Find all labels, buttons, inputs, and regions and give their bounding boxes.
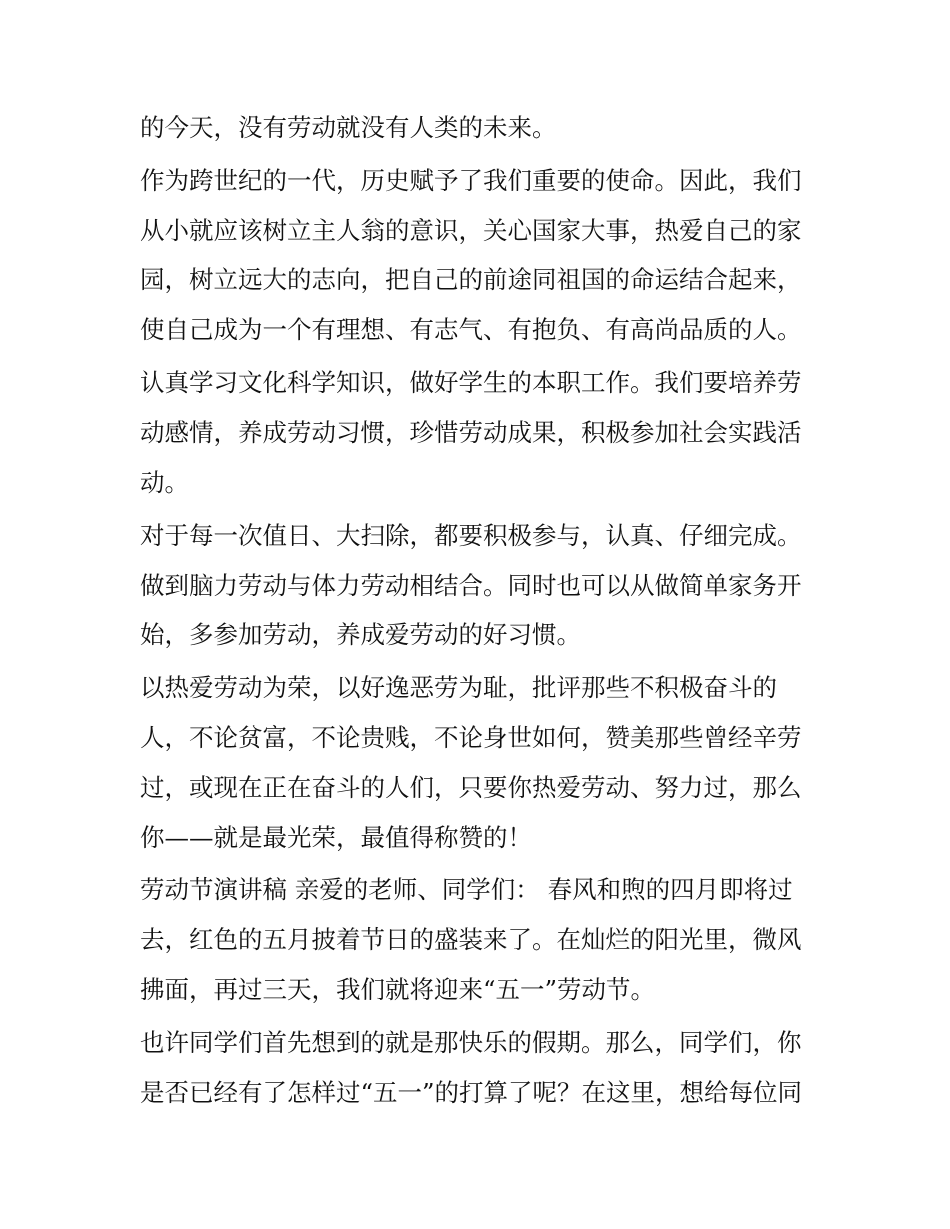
- text-line: 你——就是最光荣，最值得称赞的！: [140, 823, 532, 852]
- text-line: 动感情，养成劳动习惯，珍惜劳动成果，积极参加社会实践活: [140, 418, 802, 447]
- text-line: 动。: [140, 468, 189, 497]
- text-line: 园，树立远大的志向，把自己的前途同祖国的命运结合起来，: [140, 265, 802, 294]
- text-line: 以热爱劳动为荣，以好逸恶劳为耻，批评那些不积极奋斗的: [140, 673, 777, 702]
- text-line: 作为跨世纪的一代，历史赋予了我们重要的使命。因此，我们: [140, 166, 802, 195]
- text-line: 人，不论贫富，不论贵贱，不论身世如何，赞美那些曾经辛劳: [140, 723, 802, 752]
- text-line: 始，多参加劳动，养成爱劳动的好习惯。: [140, 620, 581, 649]
- text-line: 拂面，再过三天，我们就将迎来“五一”劳动节。: [140, 975, 656, 1004]
- text-line: 也许同学们首先想到的就是那快乐的假期。那么，同学们，你: [140, 1028, 802, 1057]
- text-line: 做到脑力劳动与体力劳动相结合。同时也可以从做简单家务开: [140, 571, 802, 600]
- text-line: 是否已经有了怎样过“五一”的打算了呢？在这里，想给每位同: [140, 1078, 803, 1107]
- text-line: 去，红色的五月披着节日的盛装来了。在灿烂的阳光里，微风: [140, 925, 802, 954]
- text-line: 从小就应该树立主人翁的意识，关心国家大事，热爱自己的家: [140, 216, 802, 245]
- text-line: 过，或现在正在奋斗的人们，只要你热爱劳动、努力过，那么: [140, 773, 802, 802]
- text-line: 劳动节演讲稿 亲爱的老师、同学们： 春风和煦的四月即将过: [140, 875, 793, 904]
- text-line: 对于每一次值日、大扫除，都要积极参与，认真、仔细完成。: [140, 521, 802, 550]
- text-line: 认真学习文化科学知识，做好学生的本职工作。我们要培养劳: [140, 368, 802, 397]
- text-line: 的今天，没有劳动就没有人类的未来。: [140, 113, 557, 142]
- text-line: 使自己成为一个有理想、有志气、有抱负、有高尚品质的人。: [140, 315, 802, 344]
